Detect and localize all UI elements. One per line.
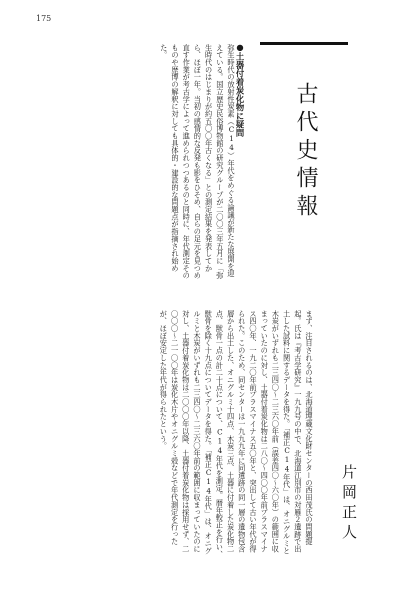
author-name: 片岡正人	[340, 464, 358, 544]
body-text-upper: 弥生時代の放射性炭素（C14）年代をめぐる論議が新たな展開を迎えている。国立歴史民俗博物館の研究グループが二〇〇三年五月に「弥生時代のはじまりが約五〇〇年古くなる」との測定結果を発表してから、ほぼ一年。当初の感情的な反発も影をひそめ、自らの足元を見つめ直す作業が考古学によって進められつつあるのと同時に、年代測定そのものや歴博の解釈に対しても具体的・建設的な問題点が指摘され始めた。	[159, 44, 236, 280]
column-title-rule	[260, 42, 348, 45]
page-number: 175	[36, 14, 52, 23]
section-heading: ●土器付着炭化物に疑問	[235, 42, 245, 138]
column-title: 古代史情報	[293, 82, 318, 222]
body-text-lower: まず、注目されるのは、北海道埋蔵文化財センターの西田茂氏の問題提起。氏は『考古学研究』一九九号の中で、北海道江別市の対雁２遺跡で出土した試料に関するデータを得た。「補正C14年代」は、オニグルミと木炭がいずれも二三四〇〜二三六〇年前（誤差四〇〜六〇年）の範囲に収まっていたのに対し、土器付着炭化物は二八〇〜四〇〇年前プラスマイナス四〇年、一九二〇年前プラスマイナス五〇年と、突出して古い年代が得られた。このため、同センターは一九九九年に同遺跡の同一層の遺物包含層から出土した、オニグルミ十四点、木炭三点、土器に付着した炭化物二点、獣骨一点の計二十点について、C14年代を測定。暦年較正を行い、獣骨を除く十九点についてデータを得た。「補正C14年代」は、オニグルミと木炭がいずれも二三四〇〜二三六〇年前の範囲に収まっていたのに対し、土器付着炭化物は二〇〇〇年以降、土器付着炭化物は採用せず、二〇〇〇〜二一〇〇年は炭化木片やオニグルミ殻などで年代測定を行ったが、ほぼ安定した年代が得られたという。	[159, 310, 314, 558]
